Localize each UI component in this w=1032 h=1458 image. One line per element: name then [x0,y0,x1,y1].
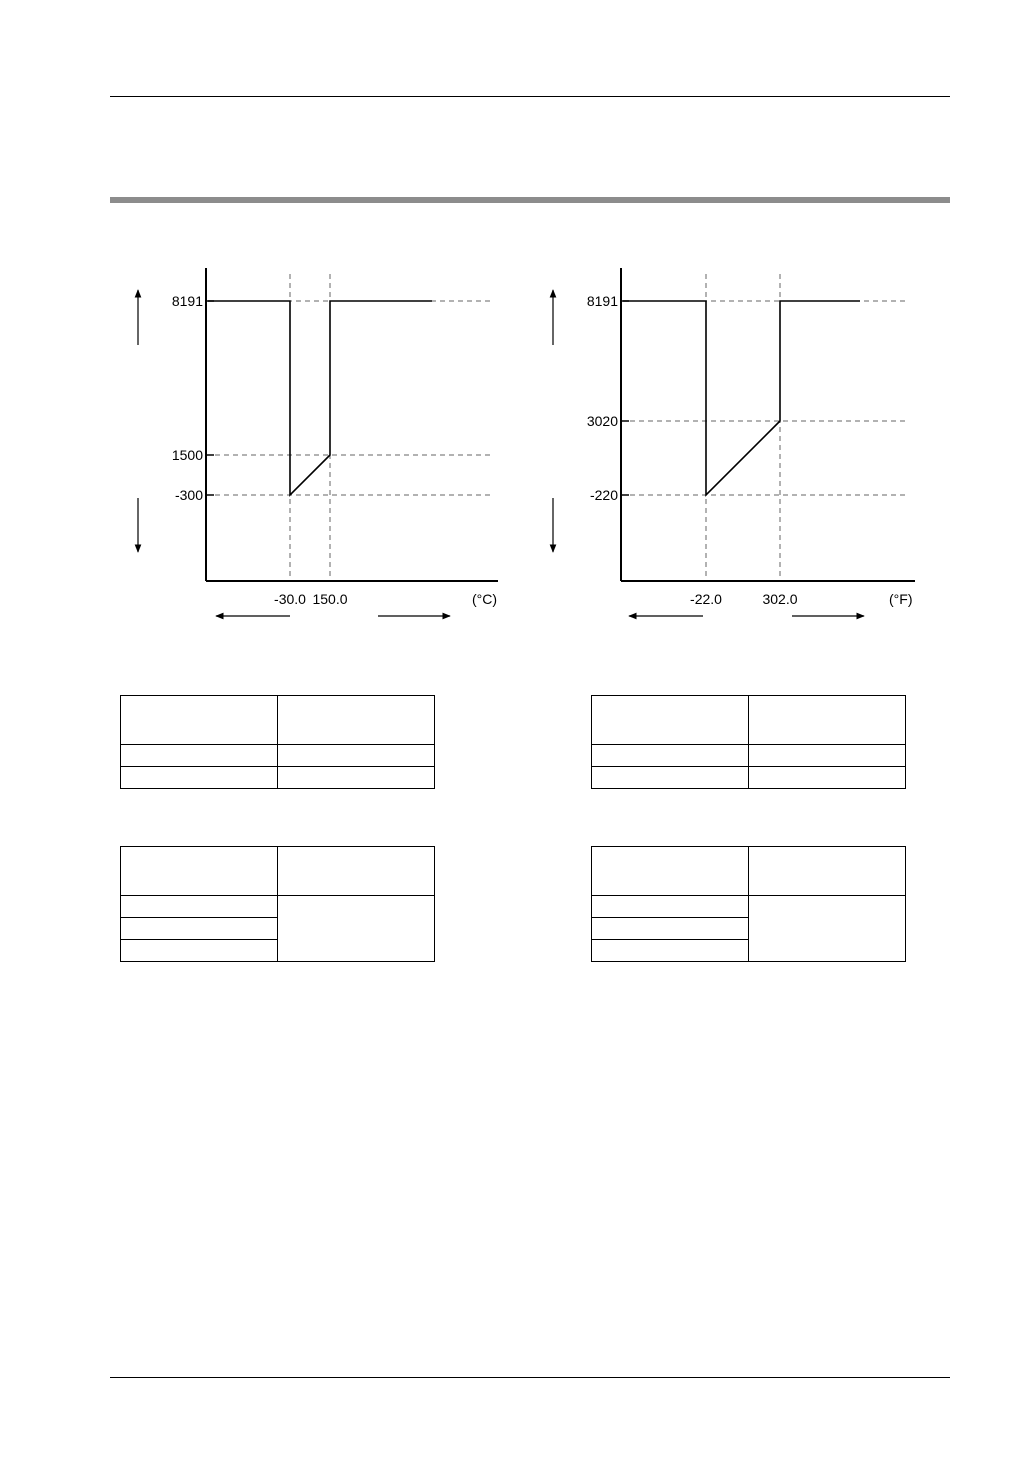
table-cell [592,767,749,789]
header-rule [110,96,950,97]
table-cell [592,940,749,962]
x-tick-label: -22.0 [690,591,722,607]
y-tick-label: 1500 [171,447,203,463]
table-bottom-left [120,846,435,962]
table-cell [121,767,278,789]
table-cell [278,767,435,789]
table-cell [749,745,906,767]
table-cell [592,847,749,896]
table-cell [592,918,749,940]
x-tick-label: 302.0 [762,591,798,607]
table-cell [592,696,749,745]
x-unit-label: (°F) [889,591,913,607]
y-tick-label: 3020 [586,413,618,429]
table-cell [749,896,906,962]
x-tick-label: -30.0 [274,591,306,607]
table-cell [121,745,278,767]
chart-fahrenheit [515,260,935,630]
table-cell [749,696,906,745]
section-divider-bar [110,197,950,203]
table-cell [278,696,435,745]
table-cell [121,696,278,745]
footer-rule [110,1377,950,1378]
y-tick-label: -300 [174,487,203,503]
x-tick-label: 150.0 [312,591,348,607]
table-top-right [591,695,906,789]
table-cell [749,767,906,789]
table-cell [121,918,278,940]
table-cell [592,896,749,918]
y-tick-label: 8191 [586,293,618,309]
table-bottom-right [591,846,906,962]
table-cell [121,847,278,896]
table-top-left [120,695,435,789]
table-cell [278,847,435,896]
y-tick-label: 8191 [171,293,203,309]
table-cell [121,896,278,918]
series-line [623,301,860,495]
table-cell [278,896,435,962]
table-cell [121,940,278,962]
table-cell [749,847,906,896]
y-tick-label: -220 [589,487,618,503]
chart-celsius [100,260,520,630]
x-unit-label: (°C) [472,591,498,607]
table-cell [592,745,749,767]
table-cell [278,745,435,767]
series-line [208,301,432,495]
